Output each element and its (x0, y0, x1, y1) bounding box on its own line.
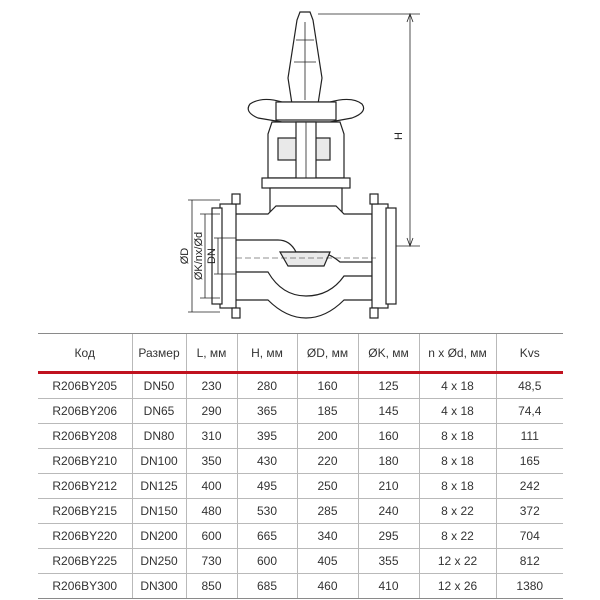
cell-ok: 160 (358, 424, 419, 449)
cell-code: R206BY210 (38, 449, 132, 474)
cell-od: 340 (297, 524, 358, 549)
header-size: Размер (132, 334, 186, 373)
cell-holes: 8 x 22 (419, 524, 496, 549)
cell-code: R206BY206 (38, 399, 132, 424)
cell-ok: 355 (358, 549, 419, 574)
cell-od: 185 (297, 399, 358, 424)
cell-size: DN65 (132, 399, 186, 424)
table-row (38, 524, 563, 549)
table-row (38, 549, 563, 574)
cell-kvs: 111 (496, 424, 563, 449)
spec-table (38, 333, 563, 599)
table-row (38, 449, 563, 474)
cell-size: DN300 (132, 574, 186, 599)
cell-ok: 180 (358, 449, 419, 474)
header-holes: n x Ød, мм (419, 334, 496, 373)
cell-code: R206BY300 (38, 574, 132, 599)
cell-od: 285 (297, 499, 358, 524)
table-row (38, 574, 563, 599)
cell-kvs: 1380 (496, 574, 563, 599)
header-od: ØD, мм (297, 334, 358, 373)
header-l: L, мм (186, 334, 237, 373)
cell-holes: 8 x 18 (419, 449, 496, 474)
cell-ok: 210 (358, 474, 419, 499)
table-header-row (38, 334, 563, 373)
cell-od: 405 (297, 549, 358, 574)
dimension-dn-label: DN (206, 248, 218, 264)
dimension-od-label: ØD (179, 247, 191, 265)
cell-kvs: 48,5 (496, 373, 563, 399)
cell-code: R206BY220 (38, 524, 132, 549)
cell-size: DN100 (132, 449, 186, 474)
cell-l: 310 (186, 424, 237, 449)
cell-od: 160 (297, 373, 358, 399)
cell-holes: 8 x 22 (419, 499, 496, 524)
cell-l: 230 (186, 373, 237, 399)
cell-l: 480 (186, 499, 237, 524)
dimension-ok-label: ØK/nx/Ød (193, 231, 205, 281)
cell-holes: 4 x 18 (419, 373, 496, 399)
cell-h: 365 (237, 399, 297, 424)
table-row (38, 399, 563, 424)
cell-ok: 410 (358, 574, 419, 599)
header-code: Код (38, 334, 132, 373)
cell-h: 280 (237, 373, 297, 399)
cell-size: DN200 (132, 524, 186, 549)
cell-ok: 295 (358, 524, 419, 549)
cell-h: 495 (237, 474, 297, 499)
cell-kvs: 812 (496, 549, 563, 574)
cell-holes: 8 x 18 (419, 474, 496, 499)
cell-ok: 145 (358, 399, 419, 424)
cell-l: 730 (186, 549, 237, 574)
cell-h: 430 (237, 449, 297, 474)
cell-code: R206BY208 (38, 424, 132, 449)
table-row (38, 424, 563, 449)
cell-ok: 240 (358, 499, 419, 524)
cell-h: 685 (237, 574, 297, 599)
cell-od: 200 (297, 424, 358, 449)
table-row (38, 373, 563, 399)
header-h: H, мм (237, 334, 297, 373)
cell-l: 350 (186, 449, 237, 474)
cell-od: 220 (297, 449, 358, 474)
cell-size: DN250 (132, 549, 186, 574)
cell-h: 395 (237, 424, 297, 449)
cell-size: DN150 (132, 499, 186, 524)
cell-holes: 8 x 18 (419, 424, 496, 449)
cell-code: R206BY225 (38, 549, 132, 574)
cell-l: 290 (186, 399, 237, 424)
cell-h: 600 (237, 549, 297, 574)
cell-code: R206BY212 (38, 474, 132, 499)
cell-l: 400 (186, 474, 237, 499)
cell-od: 460 (297, 574, 358, 599)
cell-ok: 125 (358, 373, 419, 399)
cell-kvs: 242 (496, 474, 563, 499)
cell-size: DN50 (132, 373, 186, 399)
header-ok: ØK, мм (358, 334, 419, 373)
cell-size: DN125 (132, 474, 186, 499)
table-row (38, 474, 563, 499)
dimension-h-label: H (393, 132, 405, 140)
cell-kvs: 74,4 (496, 399, 563, 424)
cell-kvs: 704 (496, 524, 563, 549)
cell-l: 600 (186, 524, 237, 549)
cell-kvs: 165 (496, 449, 563, 474)
cell-h: 530 (237, 499, 297, 524)
cell-holes: 4 x 18 (419, 399, 496, 424)
cell-od: 250 (297, 474, 358, 499)
cell-l: 850 (186, 574, 237, 599)
cell-holes: 12 x 26 (419, 574, 496, 599)
table-row (38, 499, 563, 524)
cell-holes: 12 x 22 (419, 549, 496, 574)
cell-kvs: 372 (496, 499, 563, 524)
header-kvs: Kvs (496, 334, 563, 373)
cell-h: 665 (237, 524, 297, 549)
cell-code: R206BY205 (38, 373, 132, 399)
cell-code: R206BY215 (38, 499, 132, 524)
cell-size: DN80 (132, 424, 186, 449)
